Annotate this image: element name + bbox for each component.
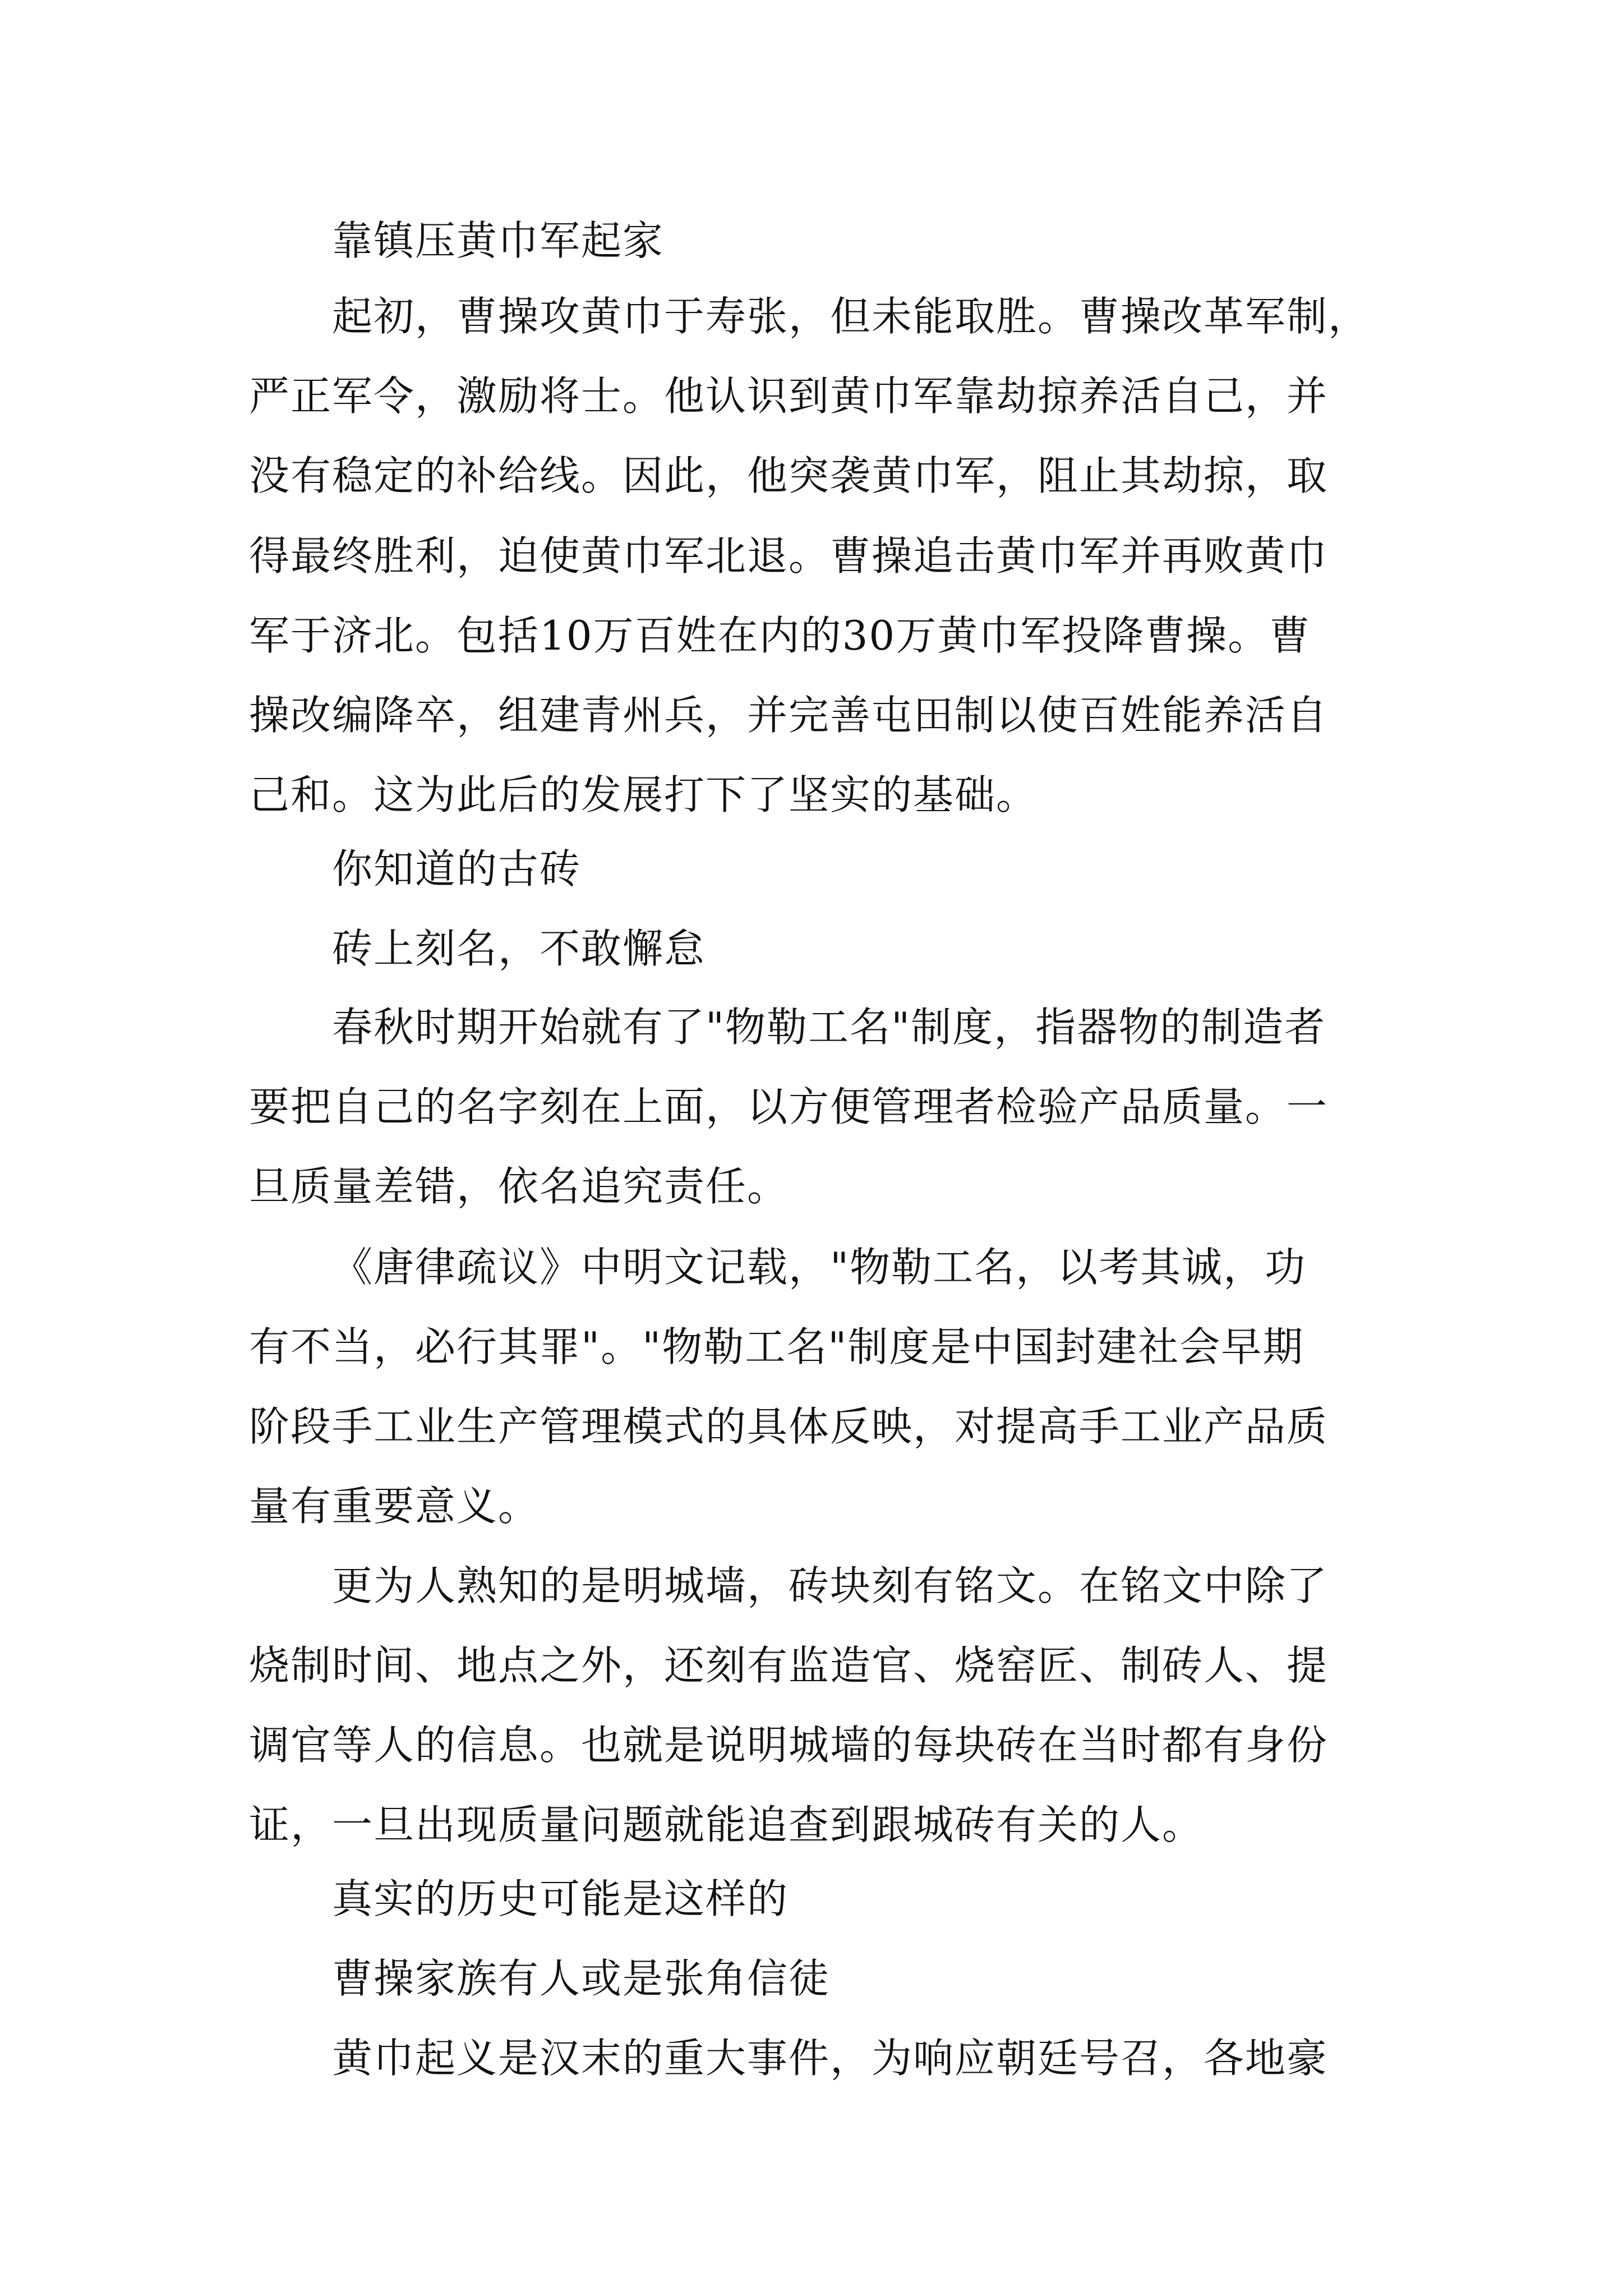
paragraph-line: 黄巾起义是汉末的重大事件，为响应朝廷号召，各地豪 bbox=[332, 2035, 1329, 2082]
paragraph-line: 旦质量差错，依名追究责任。 bbox=[249, 1163, 789, 1210]
heading-ancient-bricks: 你知道的古砖 bbox=[332, 845, 582, 892]
paragraph-line: 烧制时间、地点之外，还刻有监造官、烧窑匠、制砖人、提 bbox=[249, 1642, 1329, 1689]
paragraph-line: 操改编降卒，组建青州兵，并完善屯田制以使百姓能养活自 bbox=[249, 692, 1329, 739]
paragraph-line: 得最终胜利，迫使黄巾军北退。曹操追击黄巾军并再败黄巾 bbox=[249, 532, 1329, 579]
heading-yellow-turban: 靠镇压黄巾军起家 bbox=[332, 217, 665, 264]
paragraph-line: 量有重要意义。 bbox=[249, 1483, 540, 1530]
paragraph-line: 有不当，必行其罪"。"物勒工名"制度是中国封建社会早期 bbox=[249, 1323, 1304, 1370]
paragraph-line: 《唐律疏议》中明文记载，"物勒工名，以考其诚，功 bbox=[332, 1244, 1307, 1291]
paragraph-line: 军于济北。包括10万百姓在内的30万黄巾军投降曹操。曹 bbox=[249, 612, 1311, 659]
paragraph-line: 证，一旦出现质量问题就能追查到跟城砖有关的人。 bbox=[249, 1801, 1204, 1848]
paragraph-line: 要把自己的名字刻在上面，以方便管理者检验产品质量。一 bbox=[249, 1083, 1329, 1130]
heading-real-history: 真实的历史可能是这样的 bbox=[332, 1875, 789, 1922]
heading-cao-family: 曹操家族有人或是张角信徒 bbox=[332, 1955, 831, 2002]
paragraph-line: 严正军令，激励将士。他认识到黄巾军靠劫掠养活自己，并 bbox=[249, 372, 1329, 420]
paragraph-line: 没有稳定的补给线。因此，他突袭黄巾军，阻止其劫掠，取 bbox=[249, 452, 1329, 499]
paragraph-line: 春秋时期开始就有了"物勒工名"制度，指器物的制造者 bbox=[332, 1004, 1326, 1051]
paragraph-line: 更为人熟知的是明城墙，砖块刻有铭文。在铭文中除了 bbox=[332, 1562, 1329, 1609]
paragraph-line: 调官等人的信息。也就是说明城墙的每块砖在当时都有身份 bbox=[249, 1722, 1329, 1769]
paragraph-line: 己和。这为此后的发展打下了坚实的基础。 bbox=[249, 771, 1038, 818]
paragraph-line: 阶段手工业生产管理模式的具体反映，对提高手工业产品质 bbox=[249, 1403, 1329, 1450]
heading-brick-names: 砖上刻名，不敢懈怠 bbox=[332, 925, 706, 972]
paragraph-line: 起初，曹操攻黄巾于寿张，但未能取胜。曹操改革军制， bbox=[332, 293, 1370, 340]
